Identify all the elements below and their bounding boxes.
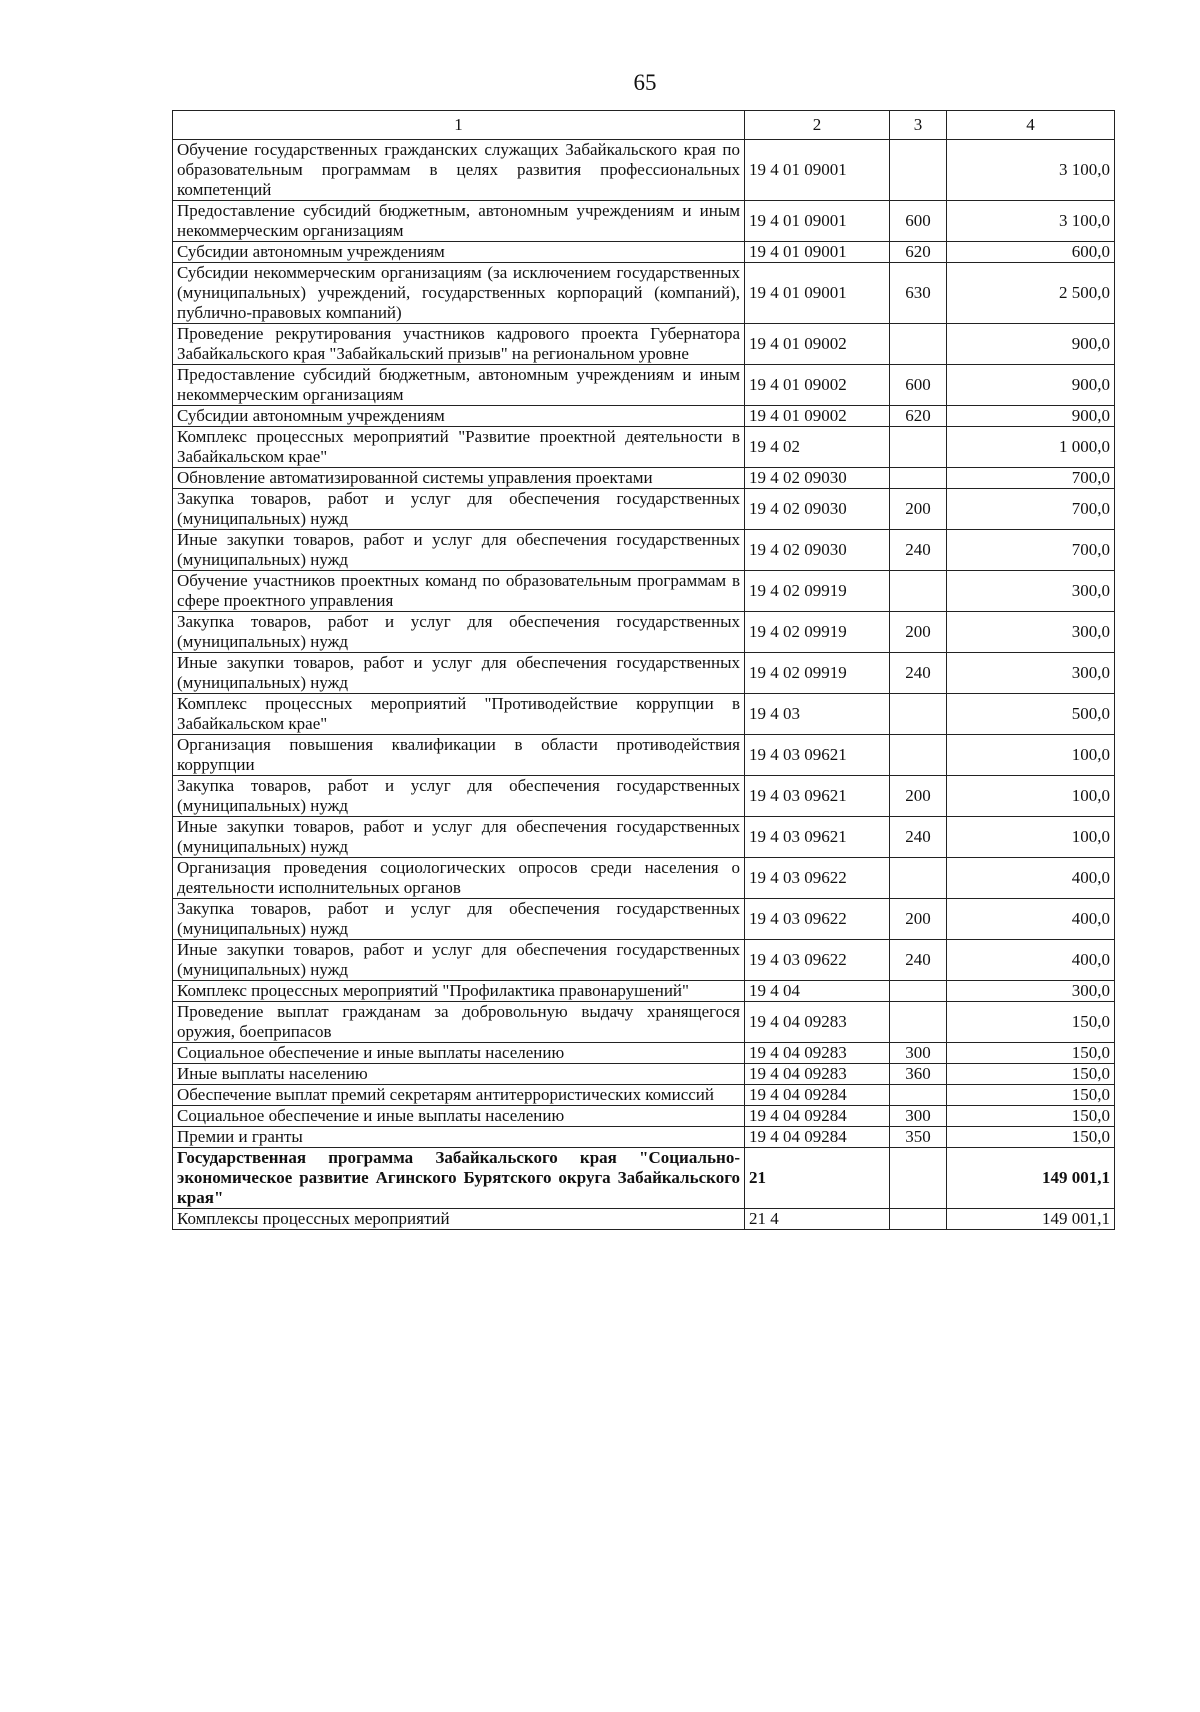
row-sum-cell: 149 001,1 <box>947 1209 1115 1230</box>
table-row <box>173 468 1115 489</box>
row-type-cell: 200 <box>890 489 947 530</box>
row-sum-cell: 2 500,0 <box>947 263 1115 324</box>
row-type-cell <box>890 981 947 1002</box>
row-type-cell <box>890 1002 947 1043</box>
row-name-cell: Комплекс процессных мероприятий "Противодействие коррупции в Забайкальском крае" <box>173 694 745 735</box>
row-name-cell: Иные закупки товаров, работ и услуг для обеспечения государственных (муниципальных) нужд <box>173 817 745 858</box>
row-type-cell <box>890 468 947 489</box>
column-header: 1 <box>173 111 745 140</box>
row-sum-cell: 100,0 <box>947 735 1115 776</box>
table-row <box>173 981 1115 1002</box>
table-row <box>173 406 1115 427</box>
row-code-cell: 19 4 03 <box>745 694 890 735</box>
table-row <box>173 263 1115 324</box>
row-sum-cell: 150,0 <box>947 1127 1115 1148</box>
table-row <box>173 776 1115 817</box>
row-sum-cell: 300,0 <box>947 612 1115 653</box>
row-name-cell: Обеспечение выплат премий секретарям антитеррористических комиссий <box>173 1085 745 1106</box>
row-name-cell: Закупка товаров, работ и услуг для обеспечения государственных (муниципальных) нужд <box>173 612 745 653</box>
row-code-cell: 19 4 04 09283 <box>745 1064 890 1085</box>
row-code-cell: 19 4 03 09622 <box>745 858 890 899</box>
row-type-cell: 300 <box>890 1043 947 1064</box>
row-type-cell <box>890 324 947 365</box>
table-row <box>173 735 1115 776</box>
row-code-cell: 19 4 01 09001 <box>745 263 890 324</box>
row-sum-cell: 300,0 <box>947 653 1115 694</box>
row-code-cell: 19 4 01 09001 <box>745 140 890 201</box>
row-name-cell: Социальное обеспечение и иные выплаты населению <box>173 1043 745 1064</box>
row-code-cell: 21 <box>745 1148 890 1209</box>
page-number: 65 <box>633 70 657 95</box>
table-row <box>173 899 1115 940</box>
row-name-cell: Иные закупки товаров, работ и услуг для обеспечения государственных (муниципальных) нужд <box>173 940 745 981</box>
row-name-cell: Обучение государственных гражданских служащих Забайкальского края по образовательным программам в целях развития профессиональных компетенций <box>173 140 745 201</box>
table-row <box>173 612 1115 653</box>
row-sum-cell: 150,0 <box>947 1085 1115 1106</box>
row-type-cell <box>890 1209 947 1230</box>
row-sum-cell: 150,0 <box>947 1043 1115 1064</box>
row-name-cell: Субсидии автономным учреждениям <box>173 242 745 263</box>
table-row <box>173 653 1115 694</box>
row-sum-cell: 100,0 <box>947 776 1115 817</box>
row-name-cell: Социальное обеспечение и иные выплаты населению <box>173 1106 745 1127</box>
row-name-cell: Проведение выплат гражданам за добровольную выдачу хранящегося оружия, боеприпасов <box>173 1002 745 1043</box>
row-sum-cell: 600,0 <box>947 242 1115 263</box>
row-type-cell: 240 <box>890 940 947 981</box>
row-code-cell: 19 4 03 09622 <box>745 940 890 981</box>
row-code-cell: 19 4 01 09002 <box>745 324 890 365</box>
row-name-cell: Предоставление субсидий бюджетным, автономным учреждениям и иным некоммерческим организациям <box>173 365 745 406</box>
table-row <box>173 365 1115 406</box>
row-type-cell <box>890 140 947 201</box>
row-type-cell: 300 <box>890 1106 947 1127</box>
row-type-cell: 200 <box>890 776 947 817</box>
table-row <box>173 817 1115 858</box>
row-code-cell: 19 4 02 09919 <box>745 571 890 612</box>
row-type-cell <box>890 1148 947 1209</box>
table-row <box>173 324 1115 365</box>
row-name-cell: Иные выплаты населению <box>173 1064 745 1085</box>
row-code-cell: 19 4 04 09284 <box>745 1106 890 1127</box>
row-name-cell: Закупка товаров, работ и услуг для обеспечения государственных (муниципальных) нужд <box>173 899 745 940</box>
row-name-cell: Государственная программа Забайкальского края "Социально-экономическое развитие Агинского Бурятского округа Забайкальского края" <box>173 1148 745 1209</box>
row-type-cell <box>890 1085 947 1106</box>
row-code-cell: 21 4 <box>745 1209 890 1230</box>
table-row <box>173 1106 1115 1127</box>
table-header-row <box>173 111 1115 140</box>
row-sum-cell: 300,0 <box>947 981 1115 1002</box>
table-row <box>173 1043 1115 1064</box>
column-header: 4 <box>947 111 1115 140</box>
table-row <box>173 530 1115 571</box>
table-row <box>173 1127 1115 1148</box>
row-code-cell: 19 4 02 09919 <box>745 612 890 653</box>
row-code-cell: 19 4 02 09030 <box>745 530 890 571</box>
row-code-cell: 19 4 01 09002 <box>745 365 890 406</box>
row-code-cell: 19 4 04 <box>745 981 890 1002</box>
row-sum-cell: 300,0 <box>947 571 1115 612</box>
table-row <box>173 940 1115 981</box>
row-type-cell: 600 <box>890 365 947 406</box>
row-sum-cell: 700,0 <box>947 489 1115 530</box>
row-code-cell: 19 4 02 09030 <box>745 468 890 489</box>
row-code-cell: 19 4 04 09284 <box>745 1085 890 1106</box>
row-code-cell: 19 4 04 09283 <box>745 1043 890 1064</box>
table-body <box>173 140 1115 1230</box>
table-row <box>173 201 1115 242</box>
row-name-cell: Предоставление субсидий бюджетным, автономным учреждениям и иным некоммерческим организациям <box>173 201 745 242</box>
row-sum-cell: 700,0 <box>947 468 1115 489</box>
row-sum-cell: 900,0 <box>947 406 1115 427</box>
row-code-cell: 19 4 03 09621 <box>745 817 890 858</box>
row-sum-cell: 500,0 <box>947 694 1115 735</box>
row-code-cell: 19 4 02 <box>745 427 890 468</box>
row-type-cell <box>890 858 947 899</box>
row-sum-cell: 3 100,0 <box>947 140 1115 201</box>
table-row <box>173 489 1115 530</box>
row-type-cell: 630 <box>890 263 947 324</box>
row-name-cell: Комплекс процессных мероприятий "Развитие проектной деятельности в Забайкальском крае" <box>173 427 745 468</box>
table-row <box>173 427 1115 468</box>
row-code-cell: 19 4 03 09621 <box>745 776 890 817</box>
column-header: 3 <box>890 111 947 140</box>
row-type-cell: 600 <box>890 201 947 242</box>
row-name-cell: Обновление автоматизированной системы управления проектами <box>173 468 745 489</box>
row-code-cell: 19 4 01 09001 <box>745 242 890 263</box>
row-name-cell: Организация повышения квалификации в области противодействия коррупции <box>173 735 745 776</box>
row-name-cell: Проведение рекрутирования участников кадрового проекта Губернатора Забайкальского края "Забайкальский призыв" на региональном уровне <box>173 324 745 365</box>
row-code-cell: 19 4 01 09001 <box>745 201 890 242</box>
row-name-cell: Субсидии некоммерческим организациям (за исключением государственных (муниципальных) учреждений, государственных корпораций (компаний), публично-правовых компаний) <box>173 263 745 324</box>
row-name-cell: Обучение участников проектных команд по образовательным программам в сфере проектного управления <box>173 571 745 612</box>
row-type-cell <box>890 427 947 468</box>
column-header: 2 <box>745 111 890 140</box>
row-code-cell: 19 4 01 09002 <box>745 406 890 427</box>
row-sum-cell: 1 000,0 <box>947 427 1115 468</box>
table-row <box>173 1064 1115 1085</box>
row-type-cell: 240 <box>890 817 947 858</box>
row-sum-cell: 100,0 <box>947 817 1115 858</box>
table-row <box>173 1209 1115 1230</box>
row-sum-cell: 3 100,0 <box>947 201 1115 242</box>
row-type-cell <box>890 735 947 776</box>
row-type-cell: 620 <box>890 406 947 427</box>
row-sum-cell: 400,0 <box>947 899 1115 940</box>
row-sum-cell: 400,0 <box>947 858 1115 899</box>
row-type-cell: 350 <box>890 1127 947 1148</box>
row-code-cell: 19 4 03 09621 <box>745 735 890 776</box>
table-row <box>173 1002 1115 1043</box>
row-type-cell: 240 <box>890 530 947 571</box>
table-row <box>173 571 1115 612</box>
row-sum-cell: 900,0 <box>947 365 1115 406</box>
row-sum-cell: 700,0 <box>947 530 1115 571</box>
row-code-cell: 19 4 04 09283 <box>745 1002 890 1043</box>
row-sum-cell: 400,0 <box>947 940 1115 981</box>
row-sum-cell: 149 001,1 <box>947 1148 1115 1209</box>
row-code-cell: 19 4 04 09284 <box>745 1127 890 1148</box>
table-row <box>173 242 1115 263</box>
row-type-cell <box>890 694 947 735</box>
row-name-cell: Комплексы процессных мероприятий <box>173 1209 745 1230</box>
row-code-cell: 19 4 02 09919 <box>745 653 890 694</box>
row-name-cell: Закупка товаров, работ и услуг для обеспечения государственных (муниципальных) нужд <box>173 776 745 817</box>
table-row <box>173 694 1115 735</box>
table-row <box>173 1085 1115 1106</box>
row-name-cell: Иные закупки товаров, работ и услуг для обеспечения государственных (муниципальных) нужд <box>173 530 745 571</box>
row-type-cell: 200 <box>890 612 947 653</box>
row-sum-cell: 150,0 <box>947 1002 1115 1043</box>
budget-table <box>172 110 1115 1230</box>
table-row <box>173 1148 1115 1209</box>
row-sum-cell: 150,0 <box>947 1064 1115 1085</box>
row-type-cell: 200 <box>890 899 947 940</box>
row-sum-cell: 900,0 <box>947 324 1115 365</box>
row-name-cell: Премии и гранты <box>173 1127 745 1148</box>
row-type-cell <box>890 571 947 612</box>
table-row <box>173 858 1115 899</box>
table-row <box>173 140 1115 201</box>
row-name-cell: Комплекс процессных мероприятий "Профилактика правонарушений" <box>173 981 745 1002</box>
row-type-cell: 360 <box>890 1064 947 1085</box>
row-type-cell: 620 <box>890 242 947 263</box>
row-code-cell: 19 4 02 09030 <box>745 489 890 530</box>
row-name-cell: Закупка товаров, работ и услуг для обеспечения государственных (муниципальных) нужд <box>173 489 745 530</box>
row-code-cell: 19 4 03 09622 <box>745 899 890 940</box>
row-name-cell: Субсидии автономным учреждениям <box>173 406 745 427</box>
row-name-cell: Организация проведения социологических опросов среди населения о деятельности исполнительных органов <box>173 858 745 899</box>
row-type-cell: 240 <box>890 653 947 694</box>
row-sum-cell: 150,0 <box>947 1106 1115 1127</box>
row-name-cell: Иные закупки товаров, работ и услуг для обеспечения государственных (муниципальных) нужд <box>173 653 745 694</box>
